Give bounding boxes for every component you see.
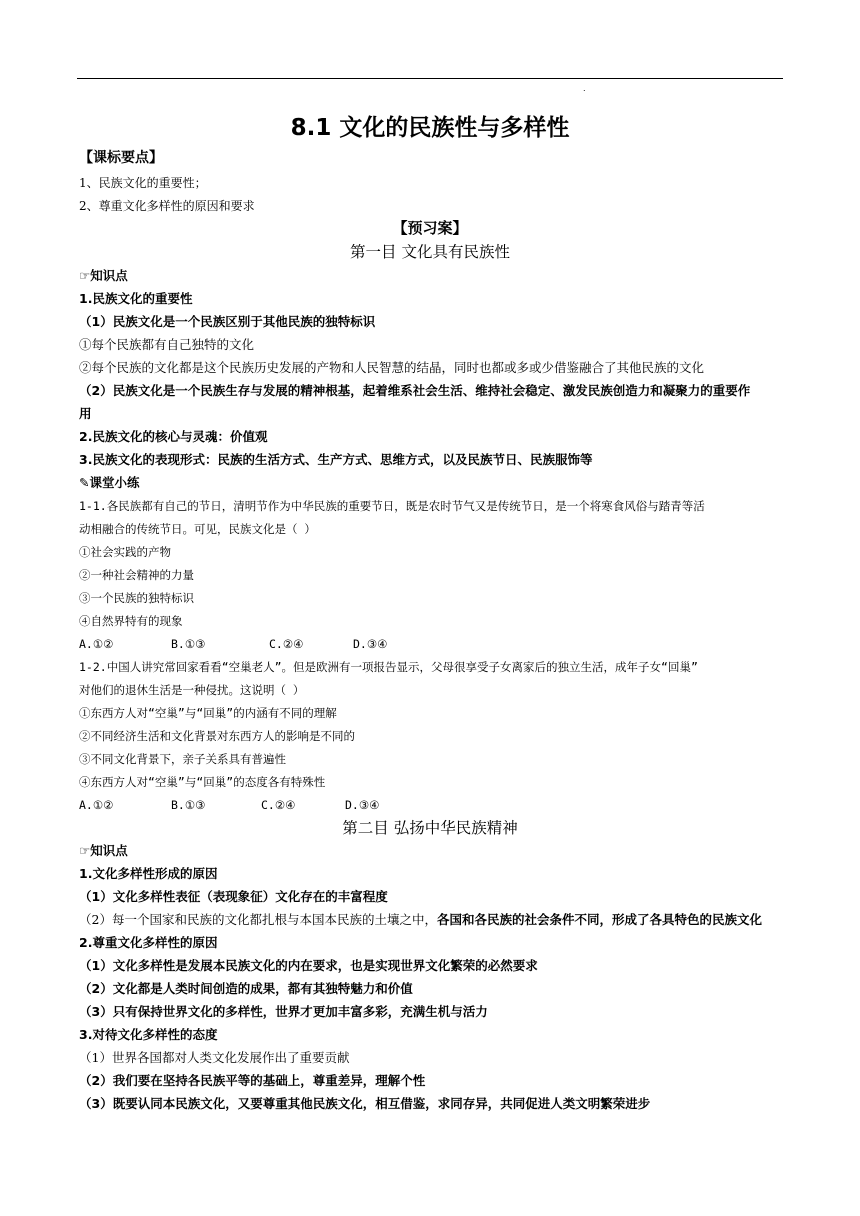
q1-choice-c: C.②④ (269, 637, 304, 651)
p1-d-line1: （2）民族文化是一个民族生存与发展的精神根基，起着维系社会生活、维持社会稳定、激发民族创造力和凝聚力的重要作 (79, 383, 751, 398)
p3-title: 3.民族文化的表现形式：民族的生活方式、生产方式、思维方式，以及民族节日、民族服饰等 (79, 452, 593, 467)
q2-choice-d: D.③④ (345, 798, 380, 812)
q1-choice-d: D.③④ (353, 637, 388, 651)
q1-option-4: ④自然界特有的现象 (79, 614, 183, 628)
s2-b: （2）文化都是人类时间创造的成果，都有其独特魅力和价值 (79, 981, 413, 996)
s1-b-plain: （2）每一个国家和民族的文化都扎根与本国本民族的土壤之中， (79, 912, 437, 927)
q1-choice-b: B.①③ (171, 637, 206, 651)
s2-title: 2.尊重文化多样性的原因 (79, 935, 218, 950)
q2-option-3: ③不同文化背景下，亲子关系具有普遍性 (79, 752, 286, 766)
q1-choice-a: A.①② (79, 637, 114, 651)
part2-heading: 第二目 弘扬中华民族精神 (342, 819, 518, 837)
q1-choices (79, 636, 387, 652)
yuxi-heading: 【预习案】 (392, 219, 468, 237)
q1-option-2: ②一种社会精神的力量 (79, 568, 194, 582)
q2-choice-a: A.①② (79, 798, 114, 812)
p1-d-line2: 用 (79, 406, 92, 421)
zhishidian-label-1: ☞知识点 (79, 268, 128, 283)
q2-option-4: ④东西方人对“空巢”与“回巢”的态度各有特殊性 (79, 775, 326, 789)
s1-b-bold: 各国和各民族的社会条件不同，形成了各具特色的民族文化 (436, 912, 762, 927)
zhishidian-label-2: ☞知识点 (79, 843, 128, 858)
p1-b: ①每个民族都有自己独特的文化 (79, 337, 255, 352)
q2-option-1: ①东西方人对“空巢”与“回巢”的内涵有不同的理解 (79, 706, 337, 720)
q2-stem-line1: 1-2.中国人讲究常回家看看“空巢老人”。但是欧洲有一项报告显示，父母很享受子女离家后的独立生活，成年子女“回巢” (79, 660, 698, 674)
q2-choice-c: C.②④ (261, 798, 296, 812)
part1-heading: 第一目 文化具有民族性 (350, 243, 510, 261)
s3-b: （2）我们要在坚持各民族平等的基础上，尊重差异，理解个性 (79, 1073, 426, 1088)
practice-label: ✎课堂小练 (79, 475, 140, 490)
p1-a: （1）民族文化是一个民族区别于其他民族的独特标识 (79, 314, 376, 329)
s1-title: 1.文化多样性形成的原因 (79, 866, 218, 881)
p1-title: 1.民族文化的重要性 (79, 291, 193, 306)
q2-option-2: ②不同经济生活和文化背景对东西方人的影响是不同的 (79, 729, 355, 743)
s1-b (79, 912, 762, 928)
s2-c: （3）只有保持世界文化的多样性，世界才更加丰富多彩，充满生机与活力 (79, 1004, 488, 1019)
q1-stem-line2: 动相融合的传统节日。可见，民族文化是（ ） (79, 522, 316, 536)
q1-option-1: ①社会实践的产物 (79, 545, 171, 559)
p1-c: ②每个民族的文化都是这个民族历史发展的产物和人民智慧的结晶，同时也都或多或少借鉴融合了其他民族的文化 (79, 360, 705, 375)
s1-a: （1）文化多样性表征（表现象征）文化存在的丰富程度 (79, 889, 388, 904)
q2-choices (79, 797, 379, 813)
header-dot: . (583, 84, 586, 93)
q2-stem-line2: 对他们的退休生活是一种侵扰。这说明（ ） (79, 683, 305, 697)
kebiao-heading: 【课标要点】 (79, 150, 163, 166)
kebiao-item-2: 2、尊重文化多样性的原因和要求 (79, 199, 255, 213)
s3-a: （1）世界各国都对人类文化发展作出了重要贡献 (79, 1050, 350, 1065)
s3-c: （3）既要认同本民族文化，又要尊重其他民族文化，相互借鉴，求同存异，共同促进人类文明繁荣进步 (79, 1096, 651, 1111)
kebiao-item-1: 1、民族文化的重要性； (79, 176, 207, 190)
s2-a: （1）文化多样性是发展本民族文化的内在要求，也是实现世界文化繁荣的必然要求 (79, 958, 538, 973)
q1-option-3: ③一个民族的独特标识 (79, 591, 194, 605)
q1-stem-line1: 1-1.各民族都有自己的节日，清明节作为中华民族的重要节日，既是农时节气又是传统节日，是一个将寒食风俗与踏青等活 (79, 499, 705, 513)
s3-title: 3.对待文化多样性的态度 (79, 1027, 218, 1042)
p2-title: 2.民族文化的核心与灵魂：价值观 (79, 429, 268, 444)
page-title: 8.1 文化的民族性与多样性 (290, 115, 570, 141)
q2-choice-b: B.①③ (171, 798, 206, 812)
header-rule (77, 78, 783, 79)
